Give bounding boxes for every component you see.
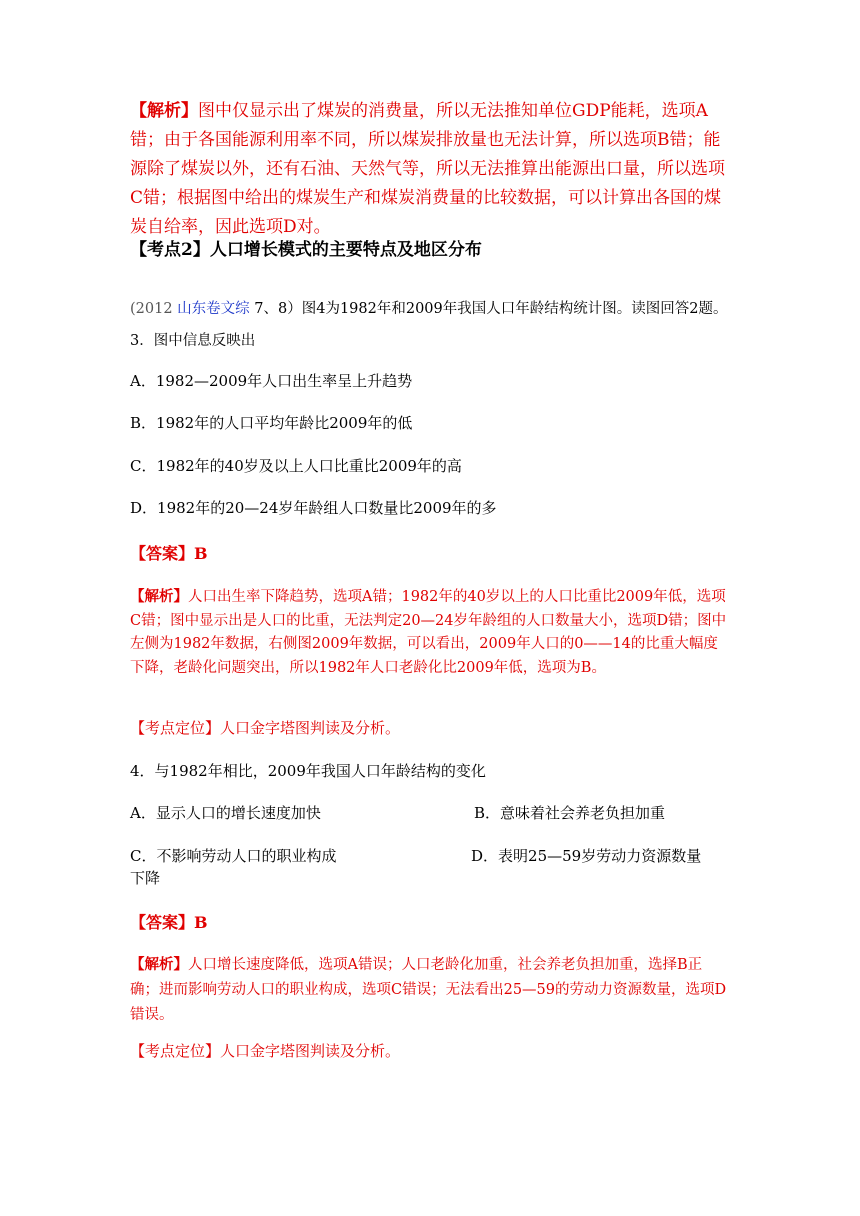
q3-analysis bbox=[130, 585, 730, 680]
source-open: (2012 bbox=[130, 301, 178, 317]
q4-option-a: A．显示人口的增长速度加快 bbox=[130, 804, 321, 822]
section-heading: 【考点2】人口增长模式的主要特点及地区分布 bbox=[130, 240, 482, 260]
q4-option-d: D．表明25—59岁劳动力资源数量 bbox=[471, 847, 702, 865]
analysis-tag: 【解析】 bbox=[130, 101, 198, 121]
q3-option-a: A．1982—2009年人口出生率呈上升趋势 bbox=[130, 372, 413, 390]
analysis-text: 图中仅显示出了煤炭的消费量，所以无法推知单位GDP能耗，选项A错；由于各国能源利用率不同，所以煤炭排放量也无法计算，所以选项B错；能源除了煤炭以外，还有石油、天然气等，所以无法推算出能源出口量，所以选项C错；根据图中给出的煤炭生产和煤炭消费量的比较数据，可以计算出各国的煤炭自给率，因此选项D对。 bbox=[130, 101, 725, 237]
q4-question: 4．与1982年相比，2009年我国人口年龄结构的变化 bbox=[130, 762, 486, 780]
q4-option-d-wrap: 下降 bbox=[130, 869, 161, 887]
q3-analysis-text: 人口出生率下降趋势，选项A错；1982年的40岁以上的人口比重比2009年低，选项C错；图中显示出是人口的比重，无法判定20—24岁年龄组的人口数量大小，选项D错；图中左侧为1982年数据，右侧图2009年数据，可以看出，2009年人口的0——14的比重大幅度下降，老龄化问题突出，所以1982年人口老龄化比2009年低，选项为B。 bbox=[130, 589, 727, 676]
q4-analysis-tag: 【解析】 bbox=[130, 956, 188, 973]
q4-analysis-text: 人口增长速度降低，选项A错误；人口老龄化加重，社会养老负担加重，选择B正确；进而影响劳动人口的职业构成，选项C错误；无法看出25—59的劳动力资源数量，选项D错误。 bbox=[130, 957, 727, 1023]
analysis-paragraph-1 bbox=[130, 97, 730, 242]
q3-analysis-tag: 【解析】 bbox=[130, 588, 188, 605]
question-source bbox=[130, 293, 730, 357]
q3-option-c: C．1982年的40岁及以上人口比重比2009年的高 bbox=[130, 457, 462, 475]
q4-analysis bbox=[130, 952, 730, 1028]
q4-options-row-1 bbox=[130, 802, 740, 823]
q3-answer: 【答案】B bbox=[130, 544, 208, 563]
q4-option-c: C．不影响劳动人口的职业构成 bbox=[130, 847, 337, 865]
source-rest: 7、8）图4为1982年和2009年我国人口年龄结构统计图。读图回答2题。3．图中信息反映出 bbox=[130, 301, 728, 349]
q3-option-d: D．1982年的20—24岁年龄组人口数量比2009年的多 bbox=[130, 499, 497, 517]
q4-option-b: B．意味着社会养老负担加重 bbox=[474, 804, 666, 822]
q4-answer: 【答案】B bbox=[130, 913, 208, 932]
q3-knowledge-point: 【考点定位】人口金字塔图判读及分析。 bbox=[130, 719, 401, 737]
q4-options-row-2 bbox=[130, 845, 740, 866]
q4-knowledge-point: 【考点定位】人口金字塔图判读及分析。 bbox=[130, 1042, 401, 1060]
q3-option-b: B．1982年的人口平均年龄比2009年的低 bbox=[130, 414, 413, 432]
source-link[interactable]: 山东卷文综 bbox=[177, 301, 250, 317]
